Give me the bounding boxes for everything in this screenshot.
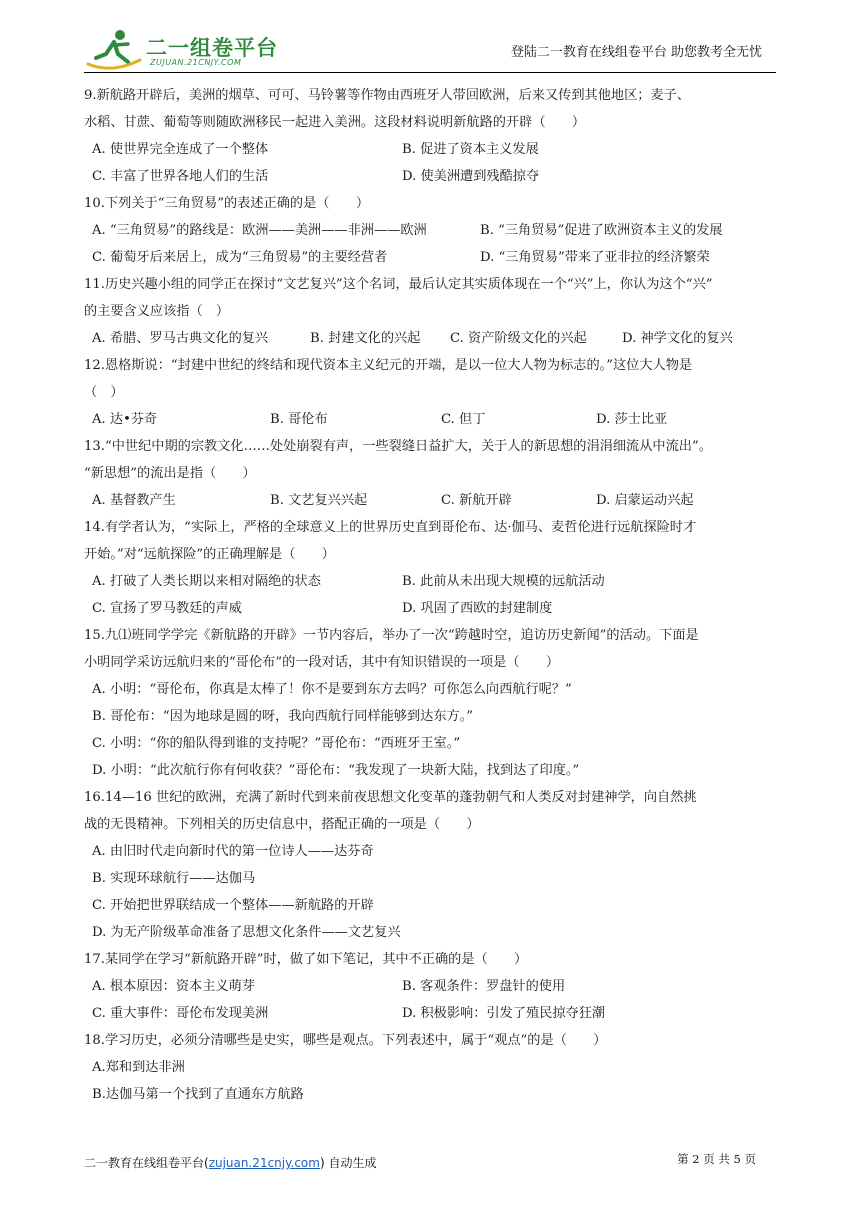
question-stem: 水稻、甘蔗、葡萄等则随欧洲移民一起进入美洲。这段材料说明新航路的开辟（ ）	[84, 115, 586, 130]
answer-option[interactable]: A. 由旧时代走向新时代的第一位诗人——达芬奇	[92, 844, 374, 859]
question-stem: 开始。”对“远航探险”的正确理解是（ ）	[84, 547, 335, 562]
answer-option[interactable]: D. 莎士比亚	[596, 412, 668, 427]
answer-option[interactable]: D. 积极影响：引发了殖民掠夺狂潮	[402, 1006, 606, 1021]
answer-option[interactable]: D. 使美洲遭到残酷掠夺	[402, 169, 540, 184]
footer-link[interactable]: zujuan.21cnjy.com	[208, 1156, 320, 1170]
option-row	[84, 838, 776, 865]
page-number: 第 2 页 共 5 页	[677, 1152, 756, 1166]
question-stem: “新思想”的流出是指（ ）	[84, 466, 256, 481]
option-row	[84, 730, 776, 757]
question-stem: 10.下列关于“三角贸易”的表述正确的是（ ）	[84, 196, 370, 211]
option-row	[84, 676, 776, 703]
question-item	[84, 271, 776, 352]
logo-text: 二一组卷平台	[146, 36, 278, 60]
answer-option[interactable]: C. 但丁	[441, 412, 486, 427]
answer-option[interactable]: A.郑和到达非洲	[92, 1060, 185, 1075]
option-row	[84, 406, 776, 433]
option-row	[84, 244, 776, 271]
option-row	[84, 595, 776, 622]
question-stem: 15.九⑴班同学学完《新航路的开辟》一节内容后，举办了一次“跨越时空，追访历史新闻”的活动。下面是	[84, 628, 699, 643]
option-row	[84, 325, 776, 352]
answer-option[interactable]: A. 使世界完全连成了一个整体	[92, 142, 269, 157]
question-item	[84, 946, 776, 1027]
option-row	[84, 487, 776, 514]
question-stem: 小明同学采访远航归来的“哥伦布”的一段对话，其中有知识错误的一项是（ ）	[84, 655, 560, 670]
answer-option[interactable]: C. 葡萄牙后来居上，成为“三角贸易”的主要经营者	[92, 250, 388, 265]
option-row	[84, 757, 776, 784]
answer-option[interactable]: B.达伽马第一个找到了直通东方航路	[92, 1087, 304, 1102]
answer-option[interactable]: C. 开始把世界联结成一个整体——新航路的开辟	[92, 898, 374, 913]
answer-option[interactable]: A. 希腊、罗马古典文化的复兴	[92, 331, 269, 346]
answer-option[interactable]: A. “三角贸易”的路线是：欧洲——美洲——非洲——欧洲	[92, 223, 427, 238]
answer-option[interactable]: C. 丰富了世界各地人们的生活	[92, 169, 269, 184]
question-stem: 的主要含义应该指（ ）	[84, 304, 230, 319]
answer-option[interactable]: B. “三角贸易”促进了欧洲资本主义的发展	[480, 223, 723, 238]
page-header	[84, 28, 776, 73]
question-stem: 14.有学者认为，“实际上，严格的全球意义上的世界历史直到哥伦布、达·伽马、麦哲伦进行远航探险时才	[84, 520, 697, 535]
footer-prefix: 二一教育在线组卷平台(	[84, 1156, 209, 1170]
option-row	[84, 703, 776, 730]
option-row	[84, 568, 776, 595]
question-stem: 11.历史兴趣小组的同学正在探讨“文艺复兴”这个名词，最后认定其实质体现在一个“兴”上，你认为这个“兴”	[84, 277, 713, 292]
option-row	[84, 163, 776, 190]
question-item	[84, 190, 776, 271]
answer-option[interactable]: C. 资产阶级文化的兴起	[450, 331, 587, 346]
answer-option[interactable]: C. 新航开辟	[441, 493, 512, 508]
logo[interactable]	[84, 28, 284, 72]
answer-option[interactable]: A. 根本原因：资本主义萌芽	[92, 979, 255, 994]
answer-option[interactable]: B. 封建文化的兴起	[310, 331, 421, 346]
answer-option[interactable]: D. 为无产阶级革命准备了思想文化条件——文艺复兴	[92, 925, 401, 940]
question-item	[84, 622, 776, 784]
answer-option[interactable]: D. 启蒙运动兴起	[596, 493, 694, 508]
option-row	[84, 973, 776, 1000]
answer-option[interactable]: D. 神学文化的复兴	[622, 331, 733, 346]
answer-option[interactable]: C. 小明：“你的船队得到谁的支持呢？”哥伦布：“西班牙王室。”	[92, 736, 461, 751]
question-stem: 13.“中世纪中期的宗教文化……处处崩裂有声，一些裂缝日益扩大，关于人的新思想的涓涓细流从中流出”。	[84, 439, 712, 454]
answer-option[interactable]: A. 基督教产生	[92, 493, 176, 508]
answer-option[interactable]: A. 打破了人类长期以来相对隔绝的状态	[92, 574, 321, 589]
answer-option[interactable]: A. 达•芬奇	[92, 412, 158, 427]
question-stem: 17.某同学在学习“新航路开辟”时，做了如下笔记，其中不正确的是（ ）	[84, 952, 528, 967]
option-row	[84, 217, 776, 244]
question-stem: 16.14—16 世纪的欧洲，充满了新时代到来前夜思想文化变革的蓬勃朝气和人类反对封建神学，向自然挑	[84, 790, 697, 805]
footer-suffix: ) 自动生成	[319, 1156, 377, 1170]
question-item	[84, 433, 776, 514]
answer-option[interactable]: C. 重大事件：哥伦布发现美洲	[92, 1006, 269, 1021]
runner-logo-icon	[84, 28, 142, 72]
question-list	[84, 82, 776, 1108]
answer-option[interactable]: B. 此前从未出现大规模的远航活动	[402, 574, 605, 589]
option-row	[84, 892, 776, 919]
option-row	[84, 865, 776, 892]
question-item	[84, 82, 776, 190]
answer-option[interactable]: C. 宣扬了罗马教廷的声威	[92, 601, 242, 616]
answer-option[interactable]: B. 客观条件：罗盘针的使用	[402, 979, 566, 994]
answer-option[interactable]: B. 文艺复兴兴起	[270, 493, 368, 508]
answer-option[interactable]: D. “三角贸易”带来了亚非拉的经济繁荣	[480, 250, 710, 265]
question-item	[84, 352, 776, 433]
question-stem: （ ）	[84, 385, 124, 400]
option-row	[84, 1081, 776, 1108]
answer-option[interactable]: A. 小明：“哥伦布，你真是太棒了！你不是要到东方去吗？可你怎么向西航行呢？”	[92, 682, 572, 697]
footer-source	[84, 1154, 376, 1171]
question-stem: 战的无畏精神。下列相关的历史信息中，搭配正确的一项是（ ）	[84, 817, 480, 832]
question-stem: 12.恩格斯说：“封建中世纪的终结和现代资本主义纪元的开端，是以一位大人物为标志的。”这位大人物是	[84, 358, 693, 373]
question-item	[84, 784, 776, 946]
logo-url: ZUJUAN.21CNJY.COM	[150, 58, 242, 67]
question-stem: 9.新航路开辟后，美洲的烟草、可可、马铃薯等作物由西班牙人带回欧洲，后来又传到其他地区；麦子、	[84, 88, 691, 103]
answer-option[interactable]: B. 促进了资本主义发展	[402, 142, 539, 157]
option-row	[84, 1000, 776, 1027]
answer-option[interactable]: D. 小明：“此次航行你有何收获？”哥伦布：“我发现了一块新大陆，找到达了印度。”	[92, 763, 580, 778]
answer-option[interactable]: B. 实现环球航行——达伽马	[92, 871, 256, 886]
answer-option[interactable]: B. 哥伦布：“因为地球是圆的呀，我向西航行同样能够到达东方。”	[92, 709, 474, 724]
answer-option[interactable]: D. 巩固了西欧的封建制度	[402, 601, 553, 616]
option-row	[84, 136, 776, 163]
header-slogan: 登陆二一教育在线组卷平台 助您教考全无忧	[510, 45, 762, 60]
option-row	[84, 1054, 776, 1081]
answer-option[interactable]: B. 哥伦布	[270, 412, 328, 427]
question-stem: 18.学习历史，必须分清哪些是史实，哪些是观点。下列表述中，属于“观点”的是（ ）	[84, 1033, 607, 1048]
question-item	[84, 514, 776, 622]
option-row	[84, 919, 776, 946]
question-item	[84, 1027, 776, 1108]
